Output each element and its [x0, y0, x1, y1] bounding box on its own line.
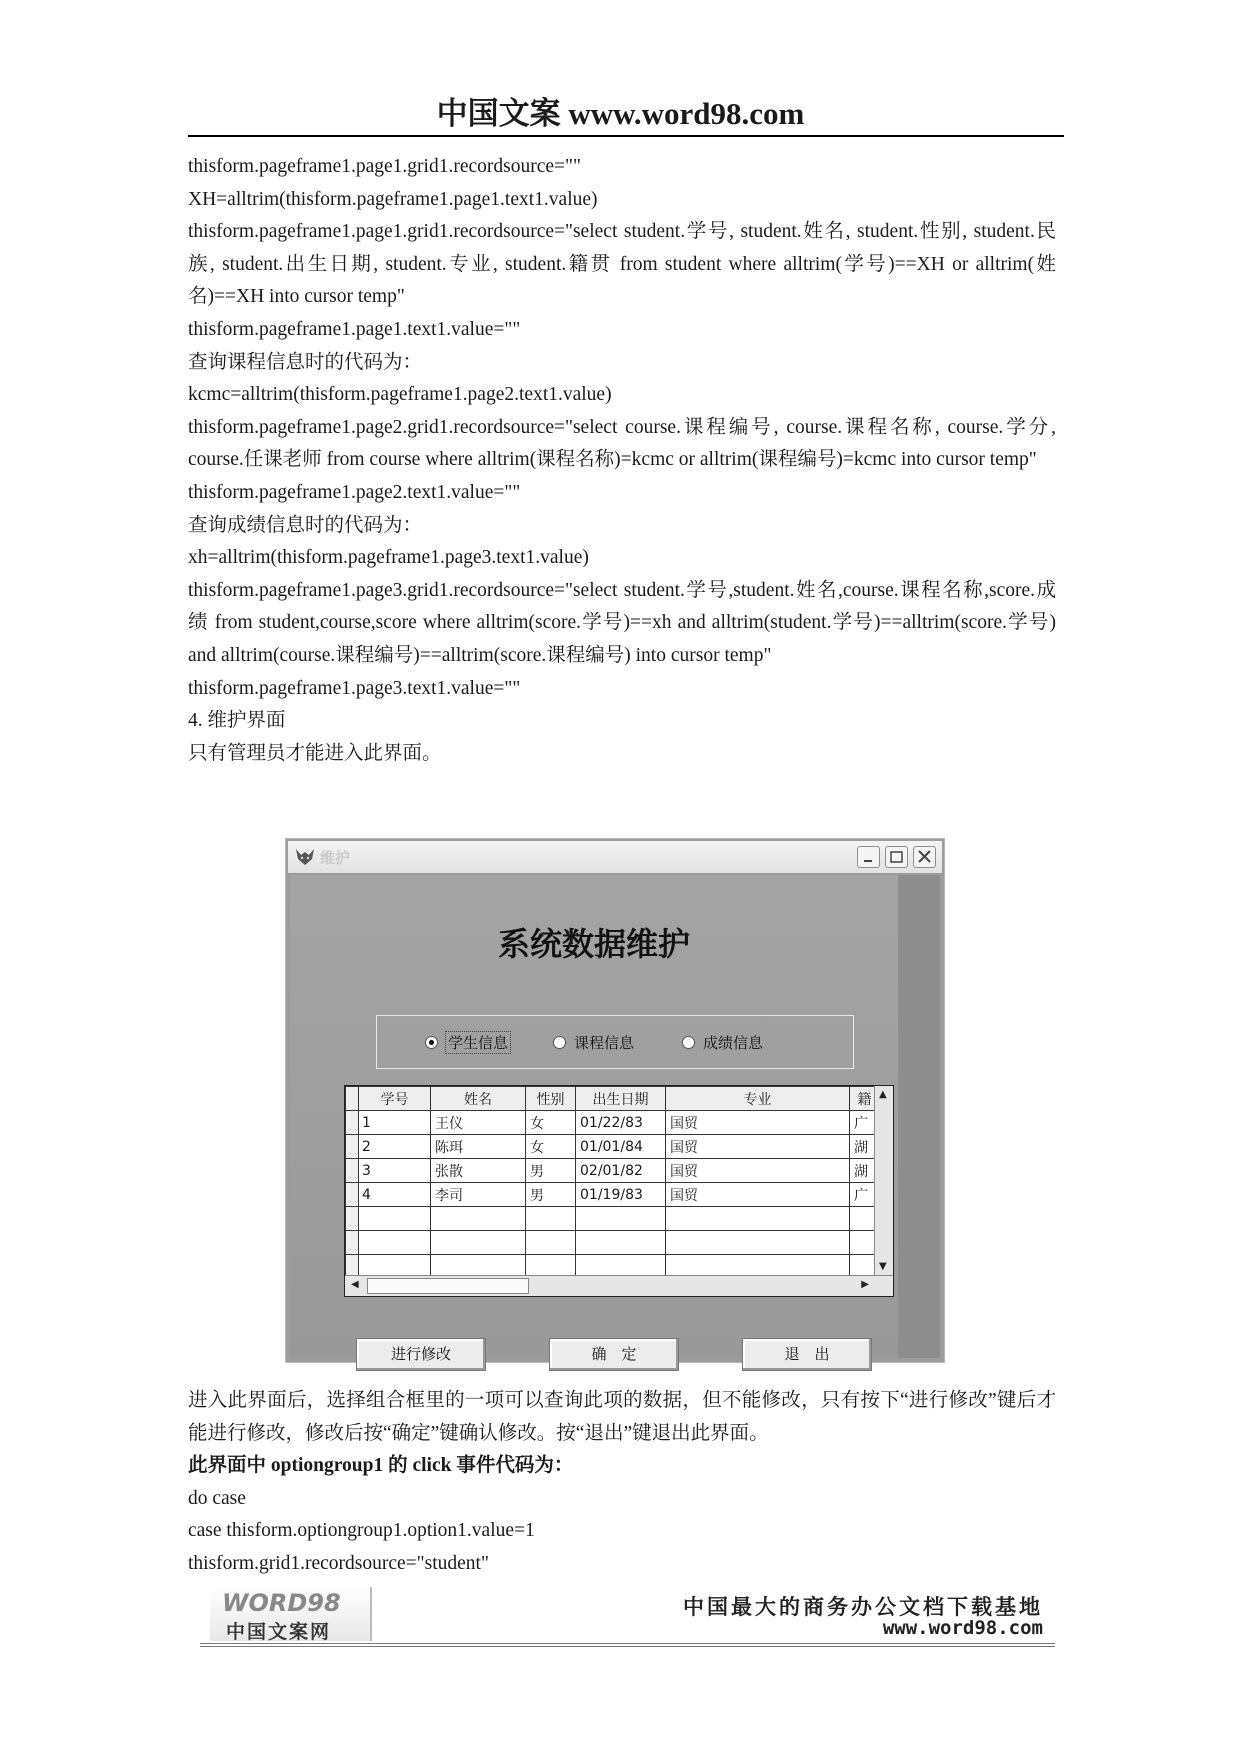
code-line: kcmc=alltrim(thisform.pageframe1.page2.text1.value)	[188, 384, 612, 406]
scroll-left-arrow-icon[interactable]: ◀	[351, 1279, 359, 1290]
column-header[interactable]: 籍	[850, 1087, 880, 1111]
text-line: 查询课程信息时的代码为：	[188, 351, 423, 373]
exit-button[interactable]: 退 出	[742, 1338, 872, 1371]
table-cell[interactable]: 02/01/82	[576, 1159, 666, 1183]
form-title: 系统数据维护	[497, 925, 690, 963]
radio-unchecked-icon	[553, 1036, 566, 1049]
column-header[interactable]: 专业	[666, 1087, 850, 1111]
code-line: thisform.pageframe1.page3.text1.value=""	[188, 677, 521, 699]
maintenance-window	[285, 838, 945, 1363]
table-cell[interactable]: 女	[526, 1111, 576, 1135]
table-cell[interactable]: 01/19/83	[576, 1183, 666, 1207]
header-rule	[188, 135, 1064, 137]
option-course-info[interactable]: 课程信息	[553, 1032, 634, 1053]
page-header-title: 中国文案 www.word98.com	[436, 96, 805, 131]
ok-button[interactable]: 确 定	[549, 1338, 679, 1371]
column-header[interactable]: 性别	[526, 1087, 576, 1111]
table-cell[interactable]: 湖	[850, 1159, 880, 1183]
table-cell[interactable]: 湖	[850, 1135, 880, 1159]
code-line: thisform.pageframe1.page1.grid1.recordsource=""	[188, 156, 581, 177]
column-header[interactable]: 学号	[359, 1087, 431, 1111]
table-cell[interactable]: 国贸	[666, 1159, 850, 1183]
table-cell[interactable]: 广	[850, 1111, 880, 1135]
table-cell[interactable]: 张散	[431, 1159, 526, 1183]
window-title: 维护	[320, 849, 351, 867]
grid-header-row	[346, 1087, 880, 1111]
option-score-info[interactable]: 成绩信息	[682, 1032, 763, 1053]
vertical-scrollbar[interactable]	[874, 1086, 893, 1276]
table-cell[interactable]: 2	[359, 1135, 431, 1159]
document-body-after	[188, 1385, 1056, 1581]
maximize-icon	[886, 847, 907, 867]
maximize-button[interactable]	[885, 846, 908, 868]
table-cell[interactable]: 1	[359, 1111, 431, 1135]
page-footer	[200, 1587, 1055, 1647]
code-line: thisform.pageframe1.page3.grid1.recordsource="select student.学号,student.姓名,course.课程名称,score.成绩 from student,course,score where alltrim(score.学号)==xh and alltrim(student.学号)==alltrim(score.学号) and alltrim(course.课程编号)==alltrim(score.课程编号) into cursor temp"	[188, 579, 1056, 666]
code-line: thisform.pageframe1.page2.grid1.recordsource="select course.课程编号, course.课程名称, course.学分, course.任课老师 from course where alltrim(课程名称)=kcmc or alltrim(课程编号)=kcmc into cursor temp"	[188, 416, 1056, 471]
table-row[interactable]	[346, 1159, 880, 1183]
scroll-right-arrow-icon[interactable]: ▶	[861, 1279, 869, 1290]
code-line: thisform.pageframe1.page1.grid1.recordsource="select student.学号, student.姓名, student.性别, student.民族, student.出生日期, student.专业, student.籍贯 from student where alltrim(学号)==XH or alltrim(姓名)==XH into cursor temp"	[188, 221, 1056, 308]
row-indicator-cell	[346, 1135, 359, 1159]
row-indicator-cell	[346, 1183, 359, 1207]
text-line: 此界面中 optiongroup1 的 click 事件代码为：	[188, 1455, 574, 1477]
table-row[interactable]	[346, 1111, 880, 1135]
code-line: thisform.pageframe1.page1.text1.value=""	[188, 318, 521, 340]
table-cell[interactable]: 陈珥	[431, 1135, 526, 1159]
table-cell[interactable]: 3	[359, 1159, 431, 1183]
table-row-empty[interactable]	[346, 1207, 880, 1231]
scroll-up-arrow-icon[interactable]: ▲	[879, 1089, 887, 1100]
horizontal-scrollbar[interactable]	[345, 1275, 893, 1296]
table-cell[interactable]: 男	[526, 1183, 576, 1207]
word98-logo: WORD98 中国文案网	[210, 1587, 372, 1641]
row-indicator-cell	[346, 1111, 359, 1135]
close-button[interactable]	[913, 846, 936, 868]
code-line: xh=alltrim(thisform.pageframe1.page3.text1.value)	[188, 547, 589, 569]
window-side-strip	[898, 875, 940, 1358]
table-cell[interactable]: 国贸	[666, 1111, 850, 1135]
code-line: do case	[188, 1487, 246, 1509]
data-grid[interactable]	[344, 1085, 894, 1297]
column-header[interactable]: 姓名	[431, 1087, 526, 1111]
table-cell[interactable]: 男	[526, 1159, 576, 1183]
table-row-empty[interactable]	[346, 1231, 880, 1255]
table-row[interactable]	[346, 1135, 880, 1159]
table-cell[interactable]: 广	[850, 1183, 880, 1207]
table-cell[interactable]: 01/01/84	[576, 1135, 666, 1159]
table-cell[interactable]: 国贸	[666, 1135, 850, 1159]
footer-rule	[200, 1643, 1055, 1647]
code-line: XH=alltrim(thisform.pageframe1.page1.text1.value)	[188, 188, 598, 210]
footer-slogan: 中国最大的商务办公文档下载基地	[683, 1595, 1043, 1619]
text-line: 进入此界面后，选择组合框里的一项可以查询此项的数据，但不能修改，只有按下“进行修改”键后才能进行修改，修改后按“确定”键确认修改。按“退出”键退出此界面。	[188, 1390, 1056, 1444]
horizontal-scroll-thumb[interactable]	[367, 1278, 529, 1294]
form-client-area	[290, 875, 898, 1363]
edit-button[interactable]: 进行修改	[356, 1338, 486, 1371]
section-heading: 4. 维护界面	[188, 710, 286, 732]
table-cell[interactable]: 01/22/83	[576, 1111, 666, 1135]
radio-unchecked-icon	[682, 1036, 695, 1049]
radio-checked-icon	[425, 1036, 438, 1049]
text-line: 查询成绩信息时的代码为：	[188, 514, 423, 536]
table-row[interactable]	[346, 1183, 880, 1207]
close-icon	[914, 847, 935, 867]
column-header[interactable]: 出生日期	[576, 1087, 666, 1111]
code-line: thisform.grid1.recordsource="student"	[188, 1552, 489, 1574]
table-cell[interactable]: 国贸	[666, 1183, 850, 1207]
table-cell[interactable]: 李司	[431, 1183, 526, 1207]
code-line: case thisform.optiongroup1.option1.value=1	[188, 1520, 535, 1542]
text-line: 只有管理员才能进入此界面。	[188, 742, 442, 764]
table-cell[interactable]: 女	[526, 1135, 576, 1159]
code-line: thisform.pageframe1.page2.text1.value=""	[188, 481, 521, 503]
table-cell[interactable]: 4	[359, 1183, 431, 1207]
scroll-down-arrow-icon[interactable]: ▼	[879, 1261, 887, 1272]
row-indicator-cell	[346, 1159, 359, 1183]
option-group	[376, 1015, 854, 1069]
window-titlebar[interactable]	[288, 841, 942, 873]
document-body	[188, 151, 1056, 770]
minimize-icon	[858, 847, 879, 867]
grid-corner	[346, 1087, 359, 1111]
minimize-button[interactable]	[857, 846, 880, 868]
footer-url: www.word98.com	[882, 1617, 1043, 1639]
fox-app-icon	[294, 847, 316, 867]
option-student-info[interactable]: 学生信息	[425, 1032, 510, 1053]
table-cell[interactable]: 王仪	[431, 1111, 526, 1135]
